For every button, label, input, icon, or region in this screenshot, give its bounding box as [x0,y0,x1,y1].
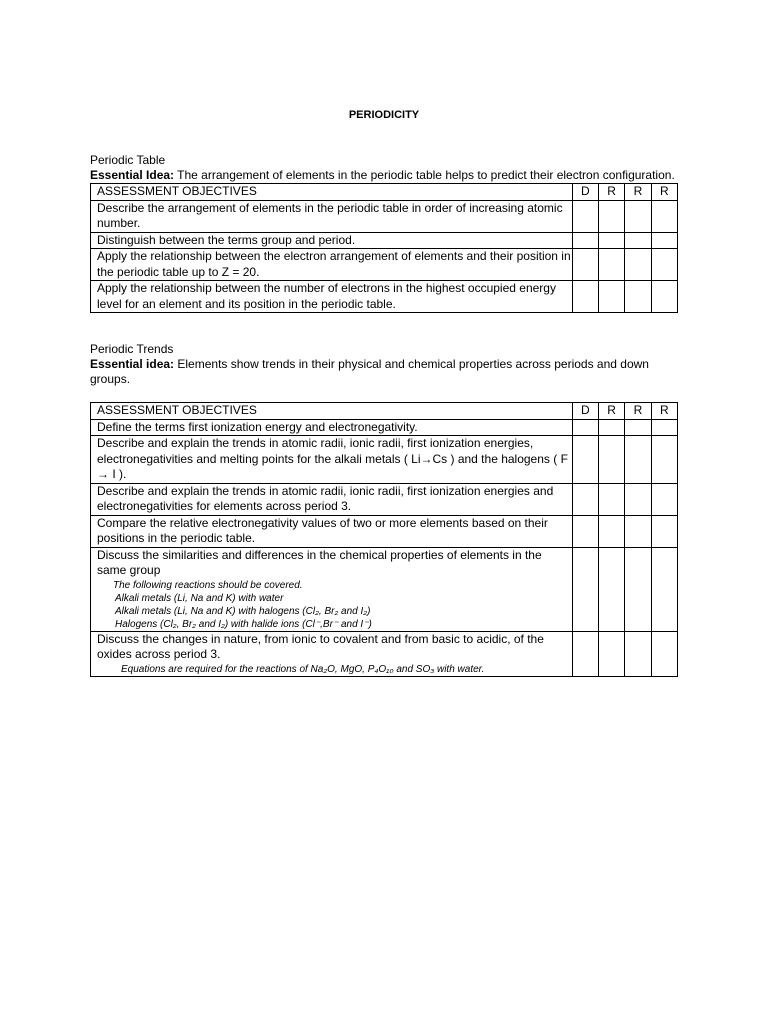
table-row [91,547,678,631]
check-cell[interactable] [572,436,598,484]
objective-cell: Apply the relationship between the electron arrangement of elements and their position in the periodic table up to Z = 20. [91,249,573,281]
objective-cell: Define the terms first ionization energy and electronegativity. [91,419,573,436]
table-row [91,419,678,436]
check-cell[interactable] [598,249,624,281]
reaction-note: The following reactions should be covered. [113,579,303,591]
objective-cell: Describe and explain the trends in atomic radii, ionic radii, first ionization energies, electronegativities and melting points for the alkali metals ( Li→Cs ) and the halogens ( F → I ). [91,436,573,484]
check-cell[interactable] [625,483,651,515]
check-cell[interactable] [625,281,651,313]
check-cell[interactable] [572,631,598,676]
check-cell[interactable] [598,281,624,313]
objective-cell: Compare the relative electronegativity values of two or more elements based on their positions in the periodic table. [91,515,573,547]
check-cell[interactable] [625,200,651,232]
check-cell[interactable] [598,232,624,249]
essential-idea-text: The arrangement of elements in the periodic table helps to predict their electron configuration. [174,168,675,182]
objective-text: Discuss the changes in nature, from ionic to covalent and from basic to acidic, of the oxides across period 3. [97,631,544,661]
check-cell[interactable] [572,200,598,232]
check-cell[interactable] [572,281,598,313]
essential-idea-label: Essential idea: [90,357,175,371]
check-cell[interactable] [598,200,624,232]
objective-text: Discuss the similarities and differences in the chemical properties of elements in the same group [97,547,542,577]
header-cell: ASSESSMENT OBJECTIVES [91,184,573,201]
check-cell[interactable] [625,515,651,547]
essential-idea [90,357,680,387]
check-cell[interactable] [625,547,651,631]
section-subtitle: Periodic Trends [90,342,174,356]
header-cell: R [598,184,624,201]
check-cell[interactable] [572,547,598,631]
objective-cell: Apply the relationship between the number of electrons in the highest occupied energy level for an element and its position in the periodic table. [91,281,573,313]
check-cell[interactable] [598,631,624,676]
check-cell[interactable] [598,515,624,547]
check-cell[interactable] [651,232,677,249]
check-cell[interactable] [651,281,677,313]
section-periodic-table [90,153,680,313]
objectives-table [90,183,678,313]
check-cell[interactable] [651,515,677,547]
reaction-note: Alkali metals (Li, Na and K) with water [115,592,284,604]
header-cell: R [651,184,677,201]
page-title: PERIODICITY [348,109,420,121]
objectives-table [90,402,678,677]
essential-idea-text: Elements show trends in their physical and chemical properties across periods and down groups. [90,357,649,386]
check-cell[interactable] [598,547,624,631]
header-cell: D [572,184,598,201]
check-cell[interactable] [651,631,677,676]
objective-cell [91,547,573,631]
table-header-row [91,184,678,201]
check-cell[interactable] [598,419,624,436]
objective-cell: Describe and explain the trends in atomic radii, ionic radii, first ionization energies and electronegativities for elements across period 3. [91,483,573,515]
essential-idea [90,168,680,183]
table-row [91,232,678,249]
check-cell[interactable] [651,419,677,436]
check-cell[interactable] [651,547,677,631]
check-cell[interactable] [598,483,624,515]
table-row [91,515,678,547]
check-cell[interactable] [572,483,598,515]
table-header-row [91,403,678,420]
check-cell[interactable] [651,200,677,232]
check-cell[interactable] [625,232,651,249]
equation-note: Equations are required for the reactions of Na₂O, MgO, P₄O₁₀ and SO₃ with water. [121,663,485,675]
table-row [91,436,678,484]
reaction-note: Alkali metals (Li, Na and K) with halogens (Cl₂, Br₂ and I₂) [115,605,371,617]
check-cell[interactable] [572,249,598,281]
table-row [91,281,678,313]
objective-cell [91,631,573,676]
objective-cell: Describe the arrangement of elements in the periodic table in order of increasing atomic number. [91,200,573,232]
objective-cell: Distinguish between the terms group and period. [91,232,573,249]
check-cell[interactable] [651,249,677,281]
table-row [91,249,678,281]
check-cell[interactable] [572,515,598,547]
header-cell: R [651,403,677,420]
check-cell[interactable] [625,249,651,281]
check-cell[interactable] [572,232,598,249]
table-row [91,200,678,232]
check-cell[interactable] [598,436,624,484]
section-subtitle: Periodic Table [90,153,166,167]
check-cell[interactable] [625,631,651,676]
header-cell: R [598,403,624,420]
table-row [91,483,678,515]
header-cell: R [625,403,651,420]
header-cell: R [625,184,651,201]
reaction-note: Halogens (Cl₂, Br₂ and I₂) with halide ions (Cl⁻,Br⁻ and I⁻) [115,618,372,630]
check-cell[interactable] [651,436,677,484]
essential-idea-label: Essential Idea: [90,168,175,182]
check-cell[interactable] [572,419,598,436]
header-cell: D [572,403,598,420]
table-row [91,631,678,676]
check-cell[interactable] [625,436,651,484]
header-cell: ASSESSMENT OBJECTIVES [91,403,573,420]
section-periodic-trends [90,342,680,677]
check-cell[interactable] [651,483,677,515]
check-cell[interactable] [625,419,651,436]
